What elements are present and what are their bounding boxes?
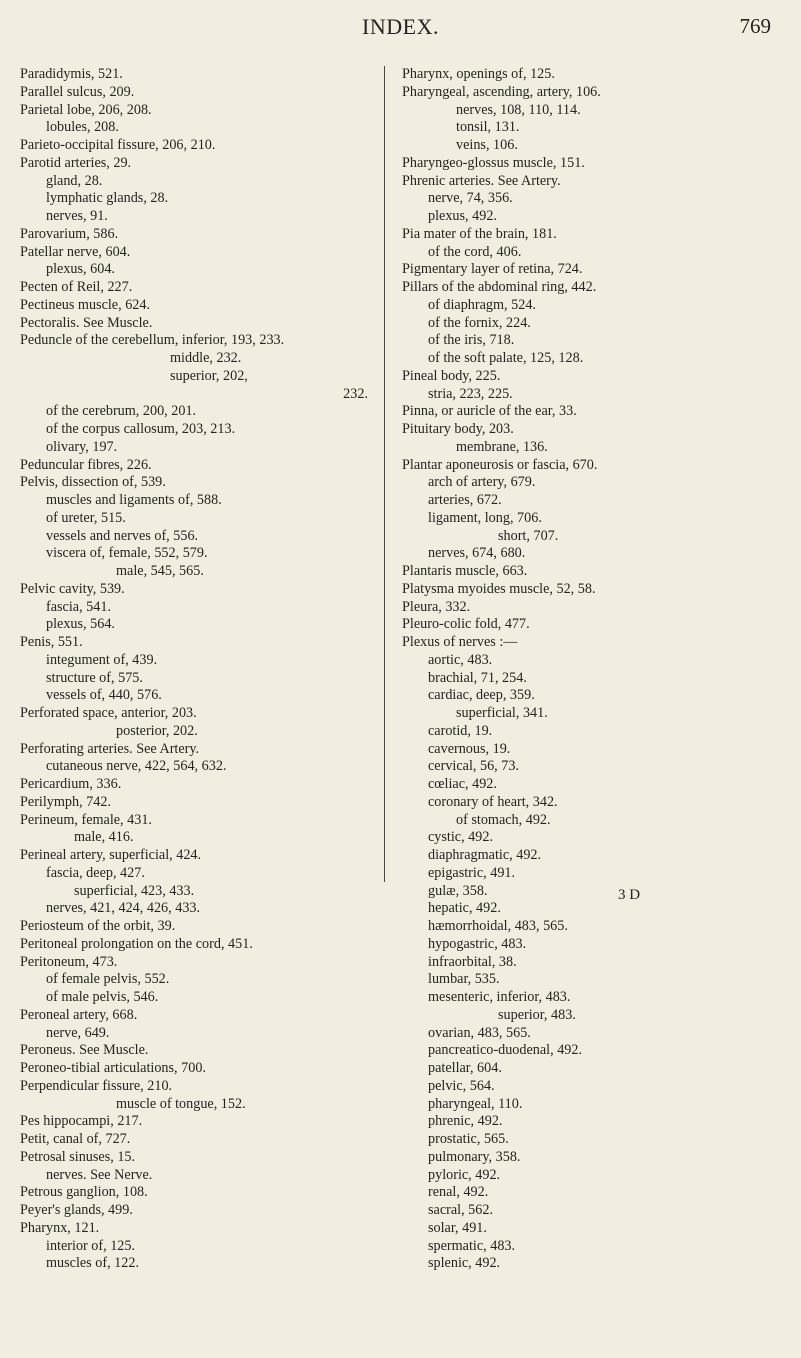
index-entry: interior of, 125. (46, 1237, 136, 1254)
page-title: INDEX. (362, 14, 439, 39)
index-entry: Pleuro-colic fold, 477. (402, 616, 530, 633)
index-entry: hæmorrhoidal, 483, 565. (428, 918, 568, 934)
index-entry: Peroneo-tibial articulations, 700. (20, 1060, 206, 1076)
index-entry: Pineal body, 225. (402, 367, 501, 384)
column-divider (384, 66, 385, 882)
index-entry: Pectineus muscle, 624. (20, 296, 151, 313)
index-entry: Perilymph, 742. (20, 793, 112, 810)
index-entry: Petit, canal of, 727. (20, 1131, 131, 1147)
index-entry: short, 707. (498, 527, 559, 544)
index-entry: Pharyngeal, ascending, artery, 106. (402, 83, 601, 100)
index-entry: infraorbital, 38. (428, 953, 517, 970)
index-entry: gulæ, 358. (428, 882, 488, 899)
index-entry: Pelvic cavity, 539. (20, 580, 125, 597)
index-entry: Pharyngeo-glossus muscle, 151. (402, 154, 585, 171)
index-entry: Plantar aponeurosis or fascia, 670. (402, 456, 598, 473)
index-entry: male, 545, 565. (116, 563, 204, 579)
index-entry: of the cord, 406. (428, 243, 522, 260)
index-entry: olivary, 197. (46, 438, 118, 455)
index-entry: Peroneus. See Muscle. (20, 1042, 149, 1059)
index-entry: plexus, 604. (46, 261, 115, 278)
index-entry: of male pelvis, 546. (46, 989, 159, 1005)
index-entry: of ureter, 515. (46, 509, 126, 526)
index-entry: fascia, deep, 427. (46, 864, 145, 881)
index-entry: of the iris, 718. (428, 332, 515, 349)
index-entry: muscle of tongue, 152. (116, 1095, 246, 1112)
index-entry: of the soft palate, 125, 128. (428, 350, 584, 366)
index-entry: Pia mater of the brain, 181. (402, 225, 557, 242)
index-entry: Petrosal sinuses, 15. (20, 1148, 136, 1165)
index-entry: ligament, long, 706. (428, 509, 542, 526)
index-entry: Patellar nerve, 604. (20, 243, 131, 260)
index-column-right (402, 66, 774, 1273)
index-entry: spermatic, 483. (428, 1237, 516, 1254)
index-entry: vessels and nerves of, 556. (46, 527, 199, 544)
index-entry: of female pelvis, 552. (46, 971, 170, 988)
index-entry: coronary of heart, 342. (428, 793, 558, 810)
index-entry: Pharynx, openings of, 125. (402, 66, 555, 82)
index-entry: Perforating arteries. See Artery. (20, 740, 200, 757)
index-entry: of the fornix, 224. (428, 314, 531, 331)
index-entry: sacral, 562. (428, 1202, 494, 1218)
index-entry: lumbar, 535. (428, 971, 500, 988)
index-entry: aortic, 483. (428, 651, 493, 668)
index-entry: gland, 28. (46, 172, 103, 189)
index-entry: Parovarium, 586. (20, 225, 119, 242)
index-entry: Platysma myoides muscle, 52, 58. (402, 580, 596, 597)
index-entry: Petrous ganglion, 108. (20, 1184, 148, 1201)
index-entry: Pleura, 332. (402, 598, 471, 615)
index-entry: Parotid arteries, 29. (20, 154, 132, 171)
index-entry: plexus, 564. (46, 616, 115, 633)
signature-mark: 3 D (618, 887, 641, 903)
index-entry: mesenteric, inferior, 483. (428, 989, 571, 1005)
index-entry: superior, 202, (170, 367, 248, 384)
index-entry: pelvic, 564. (428, 1077, 495, 1094)
index-entry: Pectoralis. See Muscle. (20, 314, 153, 331)
index-entry: lobules, 208. (46, 119, 119, 136)
page-number: 769 (739, 14, 771, 38)
index-entry: nerves. See Nerve. (46, 1166, 153, 1183)
index-entry: middle, 232. (170, 350, 242, 366)
index-entry: Parieto-occipital fissure, 206, 210. (20, 137, 216, 153)
index-entry: of the corpus callosum, 203, 213. (46, 421, 236, 437)
index-entry: cervical, 56, 73. (428, 758, 519, 775)
index-entry: Peduncular fibres, 226. (20, 456, 152, 473)
index-entry: renal, 492. (428, 1184, 489, 1201)
index-entry: cystic, 492. (428, 829, 494, 846)
index-entry: Parietal lobe, 206, 208. (20, 101, 152, 118)
index-entry: superficial, 423, 433. (74, 882, 195, 899)
index-entry: Phrenic arteries. See Artery. (402, 172, 561, 189)
index-entry: muscles and ligaments of, 588. (46, 492, 222, 508)
index-entry: Pericardium, 336. (20, 776, 122, 792)
index-entry: Pillars of the abdominal ring, 442. (402, 279, 597, 295)
index-entry: cutaneous nerve, 422, 564, 632. (46, 758, 227, 775)
index-entry: hypogastric, 483. (428, 935, 527, 952)
index-entry: tonsil, 131. (456, 119, 520, 136)
index-entry: Peyer's glands, 499. (20, 1202, 133, 1218)
index-entry: Perineal artery, superficial, 424. (20, 847, 202, 863)
index-entry: Paradidymis, 521. (20, 66, 123, 82)
index-entry: phrenic, 492. (428, 1113, 503, 1130)
index-entry: nerves, 421, 424, 426, 433. (46, 900, 201, 917)
index-entry: diaphragmatic, 492. (428, 847, 542, 863)
index-entry: cardiac, deep, 359. (428, 687, 535, 704)
index-entry: plexus, 492. (428, 208, 497, 224)
index-entry: Penis, 551. (20, 634, 83, 650)
index-entry: Perineum, female, 431. (20, 811, 152, 828)
index-entry: of the cerebrum, 200, 201. (46, 403, 197, 420)
index-entry: solar, 491. (428, 1219, 487, 1236)
index-entry: posterior, 202. (116, 722, 198, 739)
index-entry: nerves, 674, 680. (428, 545, 526, 562)
index-entry: nerves, 108, 110, 114. (456, 101, 581, 118)
index-entry: patellar, 604. (428, 1060, 502, 1076)
index-entry: pulmonary, 358. (428, 1148, 521, 1165)
index-entry: Parallel sulcus, 209. (20, 83, 135, 100)
index-entry: of stomach, 492. (456, 811, 551, 828)
index-entry: superior, 483. (498, 1006, 576, 1023)
index-entry: pyloric, 492. (428, 1166, 501, 1183)
index-entry: Perforated space, anterior, 203. (20, 705, 197, 721)
index-entry: male, 416. (74, 829, 134, 846)
index-entry: stria, 223, 225. (428, 385, 513, 402)
index-entry: muscles of, 122. (46, 1255, 139, 1272)
index-entry: epigastric, 491. (428, 864, 516, 881)
index-entry: Pituitary body, 203. (402, 421, 514, 437)
index-entry: cavernous, 19. (428, 740, 511, 757)
index-entry: Pharynx, 121. (20, 1219, 100, 1236)
index-entry: ovarian, 483, 565. (428, 1024, 531, 1041)
index-entry: Pigmentary layer of retina, 724. (402, 261, 583, 278)
index-entry: hepatic, 492. (428, 900, 501, 917)
index-entry: Peritoneal prolongation on the cord, 451. (20, 935, 253, 952)
index-entry: membrane, 136. (456, 438, 548, 455)
index-entry: nerves, 91. (46, 208, 108, 224)
index-entry: pancreatico-duodenal, 492. (428, 1042, 583, 1059)
index-entry: viscera of, female, 552, 579. (46, 545, 208, 562)
index-entry: nerve, 649. (46, 1024, 110, 1041)
index-entry: superficial, 341. (456, 705, 548, 721)
index-entry: Plantaris muscle, 663. (402, 563, 528, 579)
index-entry: Periosteum of the orbit, 39. (20, 918, 176, 934)
index-entry: veins, 106. (456, 137, 518, 153)
index-entry: arch of artery, 679. (428, 474, 536, 491)
index-entry: pharyngeal, 110. (428, 1095, 523, 1112)
index-entry: of diaphragm, 524. (428, 296, 536, 313)
index-entry: structure of, 575. (46, 669, 143, 686)
index-entry: Pelvis, dissection of, 539. (20, 474, 166, 491)
index-entry: Pes hippocampi, 217. (20, 1113, 143, 1130)
index-entry: Peduncle of the cerebellum, inferior, 193, 233. (20, 332, 285, 349)
index-entry: Peritoneum, 473. (20, 953, 118, 970)
index-entry: nerve, 74, 356. (428, 190, 513, 207)
index-entry: cœliac, 492. (428, 776, 497, 792)
index-entry: carotid, 19. (428, 722, 493, 739)
index-entry: lymphatic glands, 28. (46, 190, 169, 207)
index-entry: splenic, 492. (428, 1255, 501, 1272)
index-entry: integument of, 439. (46, 651, 158, 668)
index-entry: Pecten of Reil, 227. (20, 279, 133, 295)
index-entry: Perpendicular fissure, 210. (20, 1077, 173, 1094)
index-entry: 232. (343, 385, 368, 402)
index-entry: brachial, 71, 254. (428, 669, 527, 686)
index-entry: Peroneal artery, 668. (20, 1006, 138, 1023)
index-entry: Pinna, or auricle of the ear, 33. (402, 403, 577, 420)
index-entry: fascia, 541. (46, 598, 112, 615)
index-entry: Plexus of nerves :— (402, 634, 518, 650)
index-column-left (20, 66, 372, 1273)
index-entry: arteries, 672. (428, 492, 502, 508)
index-entry: vessels of, 440, 576. (46, 687, 162, 704)
index-entry: prostatic, 565. (428, 1131, 509, 1147)
